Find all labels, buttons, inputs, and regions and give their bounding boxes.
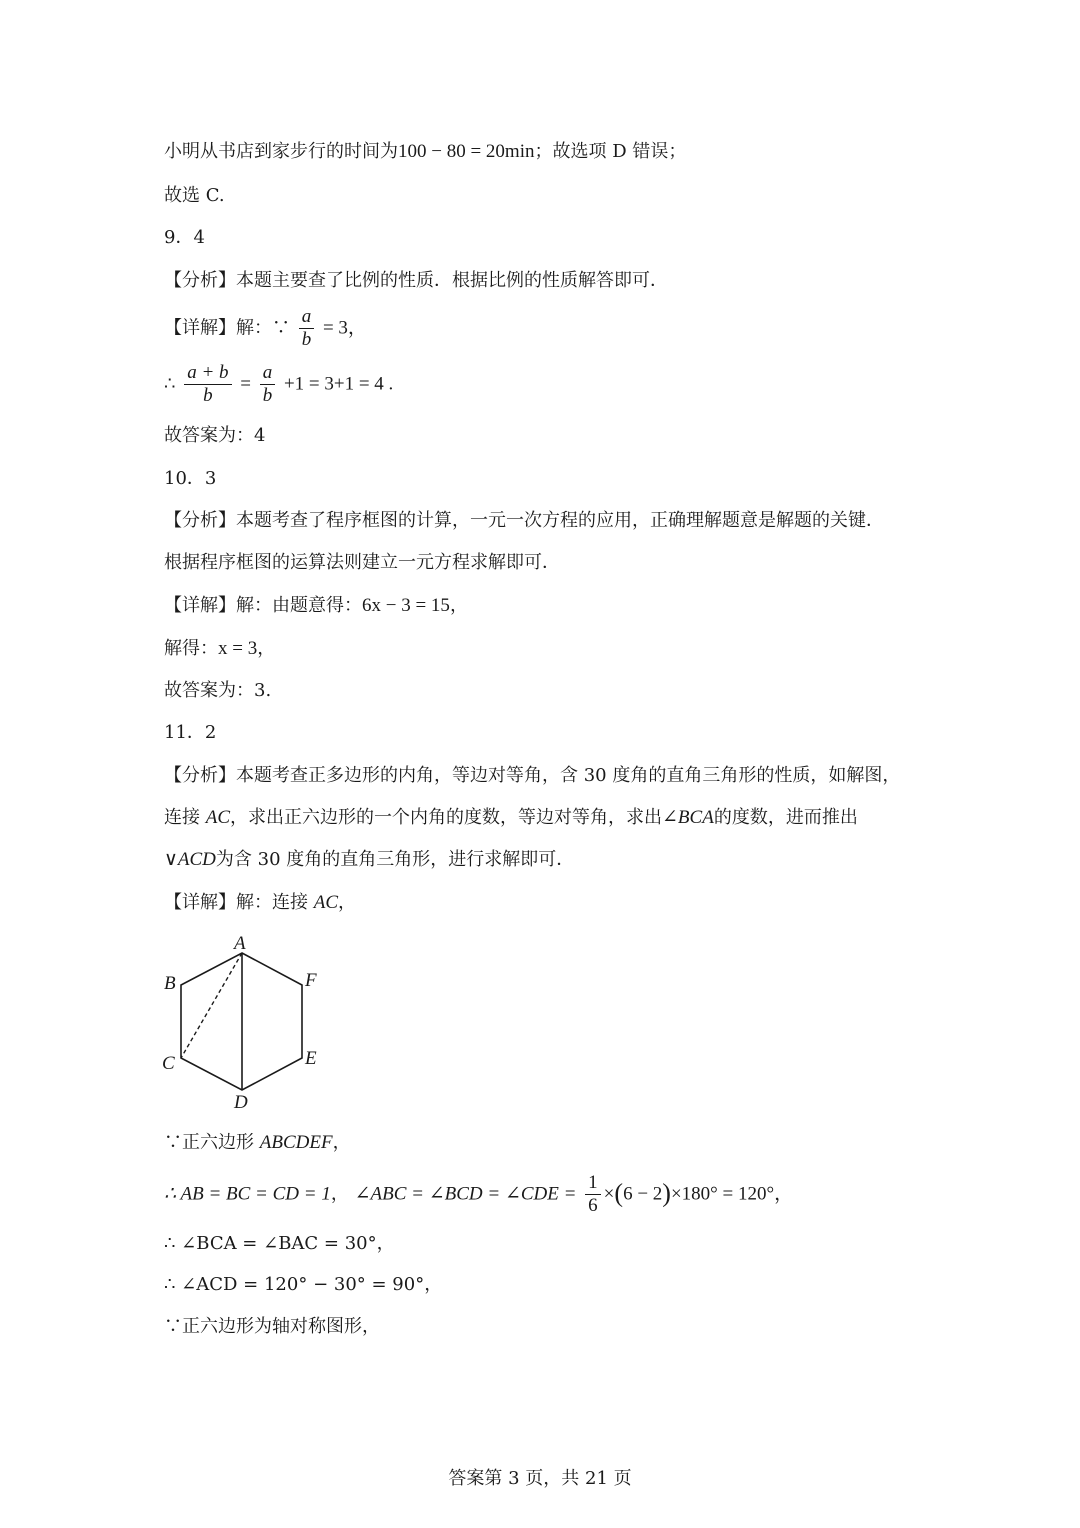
paren-close: ) <box>662 1178 671 1208</box>
q11-analysis-3 <box>164 848 574 872</box>
text: 【详解】解：连接 <box>164 892 308 913</box>
label-c: C <box>162 1053 175 1074</box>
q10-analysis-2: 根据程序框图的运算法则建立一元方程求解即可． <box>164 552 560 573</box>
math-expression: 6 − 2 <box>623 1183 663 1205</box>
numerator: 1 <box>585 1172 601 1195</box>
fraction-one-sixth <box>585 1172 601 1217</box>
paren-open: ( <box>614 1178 624 1208</box>
math-symbol: ∨ACD <box>164 849 216 870</box>
text: ∵正六边形 <box>164 1132 254 1153</box>
q11-equation-3: ∴ ∠ACD = 120° − 30° = 90°， <box>164 1274 443 1295</box>
math-expression: = 3， <box>322 317 367 339</box>
q9-answer: 故答案为：4 <box>164 425 266 446</box>
fraction-a-over-b <box>299 306 315 351</box>
text: ，求出正六边形的一个内角的度数，等边对等角，求出 <box>230 807 663 828</box>
q9-detail <box>164 306 367 351</box>
denominator: 6 <box>588 1195 598 1216</box>
math-expression: ×180° = 120°， <box>670 1183 794 1205</box>
q9-derivation <box>164 362 393 407</box>
math-symbol: ∠BCA <box>662 807 714 828</box>
text: ， <box>449 595 468 616</box>
math-expression: 100 − 80 = 20min <box>398 141 535 162</box>
fraction-a-over-b-2 <box>260 362 276 407</box>
question-9-heading: 9．4 <box>164 227 205 248</box>
label-f: F <box>305 970 317 991</box>
text: ， <box>257 638 276 659</box>
q10-solve <box>164 637 275 661</box>
math-expression: ∴ AB = BC = CD = 1 <box>164 1183 331 1205</box>
q11-equation-2: ∴ ∠BCA = ∠BAC = 30°， <box>164 1233 395 1254</box>
math-symbol: ABCDEF <box>259 1132 333 1153</box>
text: 【详解】解：由题意得： <box>164 595 362 616</box>
q10-answer: 故答案为：3. <box>164 680 272 701</box>
denominator: b <box>301 329 312 350</box>
math-symbol: AC <box>205 807 231 828</box>
q11-analysis-2 <box>164 806 858 830</box>
page-footer: 答案第 3 页，共 21 页 <box>448 1468 632 1489</box>
therefore-symbol: ∴ <box>164 373 176 395</box>
text: ；故选项 D 错误； <box>534 141 687 162</box>
numerator: a <box>299 306 315 329</box>
fraction-a-plus-b-over-b <box>184 362 231 407</box>
math-expression: 6x − 3 = 15 <box>362 595 450 616</box>
text-line-1 <box>164 140 686 164</box>
denominator: b <box>203 385 213 406</box>
label-e: E <box>305 1048 317 1069</box>
text: ， <box>330 1183 349 1205</box>
text: 为含 30 度角的直角三角形，进行求解即可． <box>215 849 575 870</box>
text: ， <box>332 1132 351 1153</box>
text-line-2: 故选 C. <box>164 185 225 206</box>
text: 解得： <box>164 638 218 659</box>
question-11-heading: 11．2 <box>164 722 217 743</box>
math-expression: x = 3 <box>218 638 258 659</box>
q9-analysis: 【分析】本题主要查了比例的性质．根据比例的性质解答即可． <box>164 270 668 291</box>
numerator: a <box>260 362 276 385</box>
text: 小明从书店到家步行的时间为 <box>164 141 398 162</box>
math-expression: ∠ABC = ∠BCD = ∠CDE = <box>354 1183 577 1205</box>
q11-symmetry: ∵正六边形为轴对称图形， <box>164 1316 380 1337</box>
q11-analysis-1: 【分析】本题考查正多边形的内角，等边对等角，含 30 度角的直角三角形的性质，如解图， <box>164 765 901 786</box>
q10-analysis-1: 【分析】本题考查了程序框图的计算，一元一次方程的应用，正确理解题意是解题的关键． <box>164 510 884 531</box>
label-d: D <box>234 1092 248 1113</box>
text: ， <box>338 892 357 913</box>
text: 【详解】解：∵ <box>164 317 290 339</box>
hexagon-figure <box>150 928 340 1118</box>
q11-hexagon-statement <box>164 1131 351 1155</box>
label-a: A <box>234 933 246 954</box>
math-expression: × <box>603 1183 615 1205</box>
equals-sign: = <box>240 373 251 395</box>
q10-detail <box>164 594 468 618</box>
text: 连接 <box>164 807 200 828</box>
q11-detail <box>164 891 356 915</box>
label-b: B <box>164 973 176 994</box>
text: 的度数，进而推出 <box>713 807 858 828</box>
denominator: b <box>262 385 273 406</box>
numerator: a + b <box>184 362 231 385</box>
q11-equation-1 <box>164 1172 793 1217</box>
math-expression: +1 = 3+1 = 4 . <box>283 373 394 395</box>
math-symbol: AC <box>313 892 339 913</box>
question-10-heading: 10．3 <box>164 468 217 489</box>
